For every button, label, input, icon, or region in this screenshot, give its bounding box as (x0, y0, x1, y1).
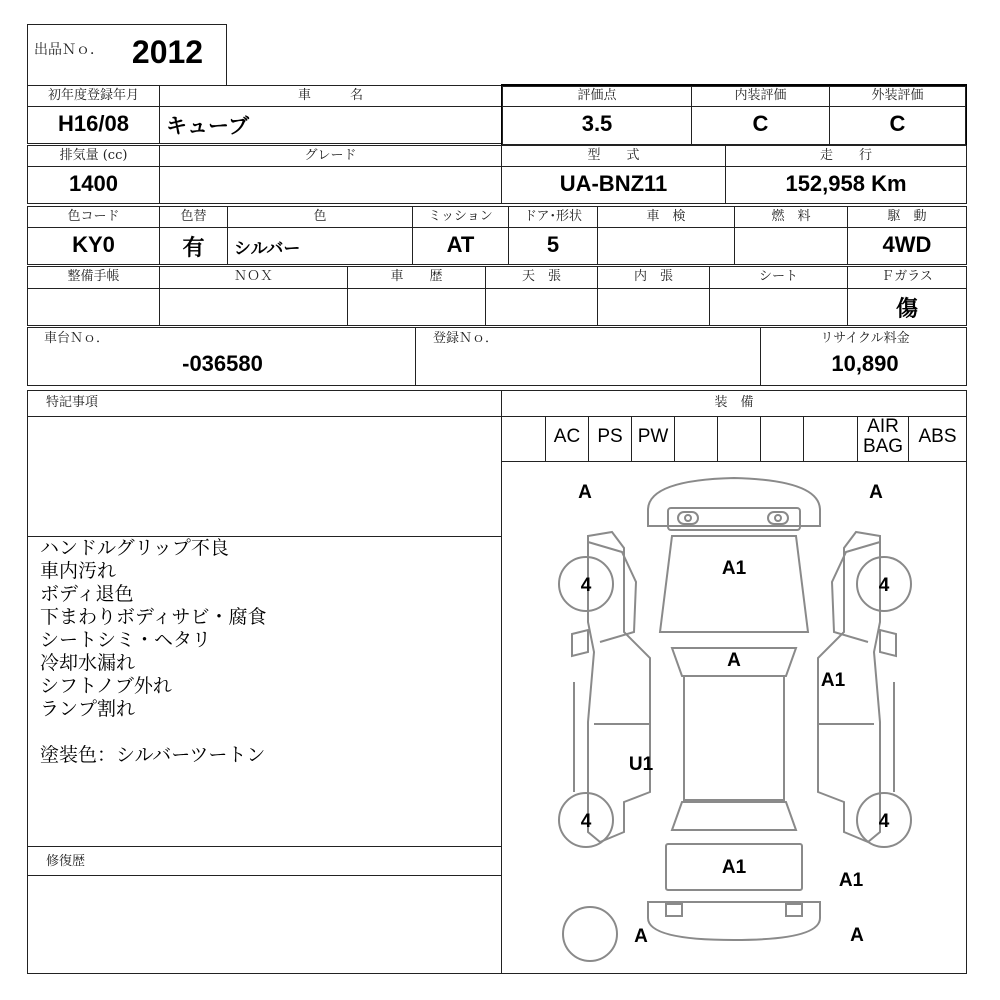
remark-line: シートシミ・ヘタリ (40, 629, 212, 651)
reg-date-value: H16/08 (58, 111, 129, 136)
mark-left-side: U1 (628, 754, 654, 775)
mark-roof: A (727, 650, 741, 671)
equipment-label: 装 備 (714, 395, 754, 410)
remark-line: ランプ割れ (40, 698, 136, 720)
repair-header (27, 846, 502, 876)
cell-roof-value (485, 288, 598, 326)
car-condition-diagram (502, 462, 966, 973)
score-value: 3.5 (581, 111, 613, 136)
inspection-label: 車 検 (646, 209, 686, 224)
rear-window (672, 802, 796, 830)
model-label: 型 式 (587, 148, 640, 163)
cell-grade-value (159, 166, 502, 204)
remarks-label: 特記事項 (46, 395, 99, 410)
equip-airbag (857, 416, 909, 457)
hood (660, 536, 808, 632)
score-label: 評価点 (577, 88, 617, 103)
mileage-label: 走 行 (819, 148, 872, 163)
color-value: シルバー (234, 239, 301, 258)
grade-label: グレード (304, 148, 357, 163)
front-plate-dot (775, 515, 781, 521)
registration-label: 登録Ｎｏ． (433, 331, 499, 346)
color-code-value: KY0 (72, 232, 115, 257)
spare-tire (563, 907, 617, 961)
color-code-label: 色コード (67, 209, 120, 224)
remark-line: シフトノブ外れ (40, 675, 172, 697)
interior-score-label: 内装評価 (734, 88, 787, 103)
equip-cell (674, 416, 718, 462)
lot-number-label: 出品Ｎｏ． (34, 42, 104, 58)
equip-cell (501, 416, 546, 462)
remarks-header (27, 390, 502, 417)
drive-label: 駆 動 (887, 209, 927, 224)
roof-panel (684, 676, 784, 800)
chassis-label: 車台Ｎｏ． (44, 331, 110, 346)
transmission-label: ミッション (428, 209, 493, 224)
roof-lining-label: 天 張 (521, 269, 561, 284)
front-emblem (678, 512, 698, 524)
cell-maintenance-value (27, 288, 160, 326)
rear-lamp-left (666, 904, 682, 916)
transmission-value: AT (446, 232, 475, 257)
repair-history-label: 修復歴 (46, 854, 86, 869)
mark-rear-right: A1 (838, 870, 864, 891)
color-change-label: 色替 (180, 209, 207, 224)
car-name-value: キューブ (166, 115, 249, 138)
recycle-fee-label: リサイクル料金 (820, 331, 910, 346)
interior-score-value: C (752, 111, 769, 136)
tire-rl-tread: 4 (580, 811, 592, 832)
front-glass-label: Ｆガラス (881, 269, 933, 284)
tire-fl-tread: 4 (580, 575, 592, 596)
color-change-value: 有 (182, 235, 205, 260)
front-glass-value: 傷 (895, 296, 918, 321)
drive-value: 4WD (882, 232, 932, 257)
front-emblem-dot (685, 515, 691, 521)
mark-rear-right-corner: A (850, 925, 864, 946)
cell-inspection-value (597, 227, 735, 265)
equip-ac: AC (553, 426, 581, 447)
mark-windshield: A1 (721, 558, 747, 579)
mark-front-right: A (869, 482, 883, 503)
front-plate (768, 512, 788, 524)
remark-line: 冷却水漏れ (40, 652, 136, 674)
maintenance-label: 整備手帳 (67, 269, 120, 284)
equip-cell (760, 416, 804, 462)
cell-interior-lining-value (597, 288, 710, 326)
chassis-value: -036580 (182, 351, 263, 376)
tire-fr-tread: 4 (878, 575, 890, 596)
equip-cell (717, 416, 761, 462)
doors-label: ドア･形状 (523, 209, 583, 224)
remarks-list (40, 537, 266, 767)
cell-seat-value (709, 288, 848, 326)
mark-right-side: A1 (820, 670, 846, 691)
interior-lining-label: 内 張 (633, 269, 673, 284)
reg-date-label: 初年度登録年月 (47, 88, 139, 103)
tire-rr-tread: 4 (878, 811, 890, 832)
equip-ps: PS (597, 426, 623, 447)
mileage-value: 152,958 Km (785, 171, 907, 196)
displacement-label: 排気量 (cc) (59, 148, 128, 163)
equip-cell (803, 416, 858, 462)
mark-rear-glass: A1 (721, 857, 747, 878)
equip-airbag-line2: BAG (862, 436, 904, 457)
remark-line: ハンドルグリップ不良 (40, 537, 229, 559)
nox-label: ＮＯＸ (233, 269, 273, 284)
remark-line (40, 721, 266, 744)
rear-lamp-right (786, 904, 802, 916)
rear-bumper (648, 902, 820, 940)
front-bumper (648, 478, 820, 526)
cell-history-value (347, 288, 486, 326)
seat-label: シート (758, 269, 798, 284)
right-fender (832, 542, 880, 642)
cell-nox-value (159, 288, 348, 326)
exterior-score-value: C (889, 111, 906, 136)
doors-value: 5 (546, 232, 560, 257)
mark-front-left: A (578, 482, 592, 503)
cell-fuel-value (734, 227, 848, 265)
remark-line: 下まわりボディサビ・腐食 (40, 606, 267, 628)
remark-line: ボディ退色 (40, 583, 134, 605)
color-label: 色 (313, 209, 327, 224)
equip-pw: PW (637, 426, 669, 447)
mark-rear-left: A (634, 926, 648, 947)
equip-abs: ABS (918, 426, 957, 447)
history-label: 車 歴 (390, 269, 443, 284)
car-name-label: 車 名 (297, 88, 363, 103)
displacement-value: 1400 (69, 171, 118, 196)
remark-line: 車内汚れ (40, 560, 117, 582)
remark-line: 塗装色：シルバーツートン (40, 744, 266, 766)
right-mirror (880, 630, 896, 656)
lot-number-value: 2012 (131, 34, 204, 70)
left-mirror (572, 630, 588, 656)
model-value: UA-BNZ11 (559, 171, 668, 196)
fuel-label: 燃 料 (771, 209, 811, 224)
exterior-score-label: 外装評価 (871, 88, 924, 103)
equip-airbag-line1: AIR (867, 416, 899, 437)
recycle-fee-value: 10,890 (831, 351, 899, 376)
